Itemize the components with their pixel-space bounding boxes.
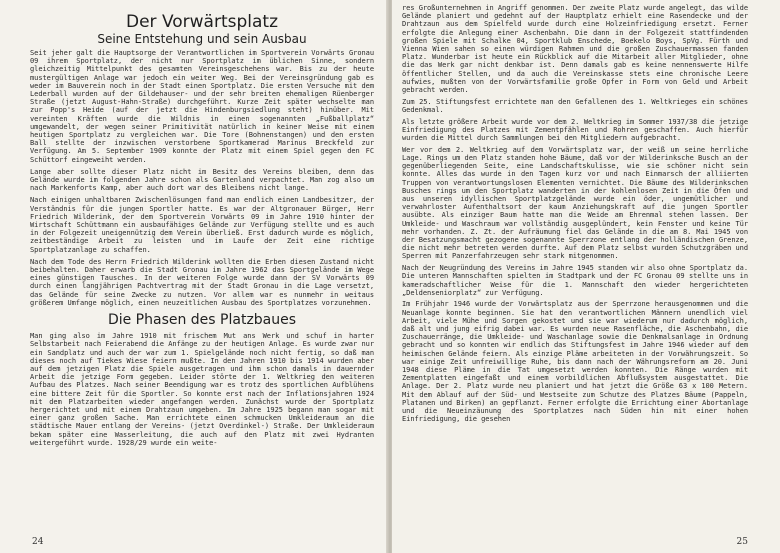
page-number-left: 24 <box>32 537 44 547</box>
paragraph: Als letzte größere Arbeit wurde vor dem 2. Weltkrieg im Sommer 1937/38 die jetzige Einfriedigung des Platzes mit Zementpfählen und Rohren geschaffen. Auch hierfür wurden die Mittel durch Sammlungen bei den Mitgliedern aufgebracht. <box>402 117 748 143</box>
section-heading: Die Phasen des Platzbaues <box>107 312 297 329</box>
paragraph: res Großunternehmen in Angriff genommen. Der zweite Platz wurde angelegt, das wilde Gelände planiert und gedehnt auf der Hauptplatz erhielt eine Rasendecke und der Drahtzaun aus dem Spielfeld wurde durch eine Holzeinfriedigung ersetzt. Ferner erfolgte die Anlegung einer Aschenbahn. Die dann in der Folgezeit stattfindenden großen Spiele mit Schalke 04, Sportklub Enschede, Boekelo Boys, SpVg. Fürth und Vienna Wien sahen so einen würdigen Rahmen und die großen Zuschauermassen fanden Platz. Wunderbar ist heute ein Rückblick auf die Mitarbeit aller Mitglieder, ohne die das Werk gar nicht denkbar ist. Denn damals gab es keine nennenswerte Hilfe öffentlicher Stellen, und da auch die Vereinskasse stets eine chronische Leere aufwies, mußten von der Vorwärtsfamilie große Opfer in Form von Geld und Arbeit gebracht werden. <box>402 4 748 95</box>
left-page <box>0 0 388 553</box>
paragraph: Wer vor dem 2. Weltkrieg auf dem Vorwärtsplatz war, der weiß um seine herrliche Lage. Rings um den Platz standen hohe Bäume, daß vor der Wilderinksche Busch an der gegenüberliegenden Seite, eine Landschaftskulisse, wie sie schöner nicht sein konnte. Alles das wurde in den Tagen kurz vor und nach Einmarsch der alliierten Truppen von verantwortungslosen Elementen vernichtet. Die Bäume des Wilderinkschen Busches rings um den Sportplatz wanderten in der kohlenlosen Zeit in die Öfen und aus unseren idyllischen Sportplatzgelände wurde ein öder, ungemütlicher und verwahrloster Aufenthaltsort der kaum Anziehungskraft auf die jungen Sportler ausübte. Als einziger Baum hatte man die Weide am Ehrenmal stehen lassen. Der Umkleide- und Waschraum war vollständig ausgeplündert, kein Fenster und keine Tür mehr vorhanden. Z. Zt. der Aufräumung fiel das Gelände in die am 8. Mai 1945 von der Besatzungsmacht gezogene sogenannte Sperrzone entlang der holländischen Grenze, die nicht mehr betreten werden durfte. Auf dem Platz selbst wurden Schutzgräben und Sperren mit Panzerfahrzeugen sehr stark mitgenommen. <box>402 145 748 261</box>
paragraph: Man ging also im Jahre 1910 mit frischem Mut ans Werk und schuf in harter Selbstarbeit nach Feierabend die Anfänge zu der heutigen Anlage. Es wurde zwar nur ein Sandplatz und auch der war zum 1. Spielgelände noch nicht fertig, so daß man dieses noch auf Tiekes Wiese feiern mußte. In den Jahren 1910 bis 1914 wurden aber auf dem jetzigen Platz die Spiele ausgetragen und ihm schon damals in dauernder Arbeit die jetzige Form gegeben. Leider störte der 1. Weltkrieg den weiteren Aufbau des Platzes. Nach seiner Beendigung war es trotz des sportlichen Aufblühens eine bittere Zeit für die Sportler. So konnte erst nach der Inflationsjahren 1924 mit dem Platzarbeiten wieder angefangen werden. Zunächst wurde der Sportplatz hergerichtet und mit einem Drahtzaun umgeben. Im Jahre 1925 begann man sogar mit einer ganz großen Sache. Man errichtete einen schmucken Umkleideraum an die städtische Mauer entlang der Vereins- (jetzt Overdinkel-) Straße. Der Umkleideraum bekam später eine Wasserleitung, die auch auf den Platz mit zwei Hydranten weitergeführt wurde. 1928/29 wurde ein weite- <box>30 332 374 447</box>
paragraph: Nach der Neugründung des Vereins im Jahre 1945 standen wir also ohne Sportplatz da. Die unteren Mannschaften spielten im Stadtpark und der FC Gronau 09 stellte uns in kameradschaftlicher Weise für die 1. Mannschaft den wieder hergerichteten „Deldenseniorplatz“ zur Verfügung. <box>402 264 748 297</box>
article-title: Der Vorwärtsplatz <box>126 12 278 32</box>
right-page <box>392 0 780 553</box>
article-subtitle: Seine Entstehung und sein Ausbau <box>97 32 307 46</box>
paragraph: Zum 25. Stiftungsfest errichtete man den Gefallenen des 1. Weltkrieges ein schönes Gedenkmal. <box>402 97 748 114</box>
page-number-right: 25 <box>736 537 748 547</box>
paragraph: Nach dem Tode des Herrn Friedrich Wilderink wollten die Erben diesen Zustand nicht beibehalten. Daher erwarb die Stadt Gronau im Jahre 1962 das Sportgelände im Wege eines günstigen Tausches. In der weiteren Folge wurde dann der SV Vorwärts 09 durch einen langjährigen Pachtvertrag mit der Stadt Gronau in die Lage versetzt, das Gelände für seine Zwecke zu nutzen. Vor allem war es nunmehr in weitaus größerem Umfange möglich, einen neuzeitlichen Ausbau des Sportplatzes vorzunehmen. <box>30 257 374 307</box>
paragraph: Nach einigen unhaltbaren Zwischenlösungen fand man endlich einen Landbesitzer, der Verständnis für die jungen Sportler hatte. Es war der Altgronauer Bürger, Herr Friedrich Wilderink, der dem Sportverein Vorwärts 09 im Jahre 1910 hinter der Wirtschaft Schüttmann ein ausbaufähiges Gelände zur Verfügung stellte und es auch in der Folgezeit uneigennützig dem Verein überließ. Erst dadurch wurde es möglich, zeitbeständige Arbeit zu leisten und im Laufe der Zeit eine richtige Sportplatzanlage zu schaffen. <box>30 196 374 254</box>
paragraph: Lange aber sollte dieser Platz nicht im Besitz des Vereins bleiben, denn das Gelände wurde im folgenden Jahre schon als Gartenland verpachtet. Man zog also um nach Markenforts Kamp, aber auch dort war des Bleibens nicht lange. <box>30 167 374 193</box>
paragraph: Im Frühjahr 1946 wurde der Vorwärtsplatz aus der Sperrzone herausgenommen und die Neuanlage konnte beginnen. Sie hat den verantwortlichen Männern unendlich viel Arbeit, viele Mühe und Sorgen gekostet und sie war wiederum nur dadurch möglich, daß alt und jung eifrig dabei war. Es wurden neue Rasenfläche, die Aschenbahn, die Zuschauerränge, die Umkleide- und Waschanlage sowie die Denkmalsanlage in Ordnung gebracht und so konnten wir endlich das Stiftungsfest im Jahre 1946 wieder auf dem heimischen Gelände feiern. Als einzige Pläme arbeiteten in der Vorwährungszeit. So war einige Zeit unfreiwillige Ruhe, bis dann nach der Währungsreform am 20. Juni 1948 diese Pläme in die Tat umgesetzt werden konnten. Die Ränge wurden mit Zementplatten eingefaßt und einem vorbildlichen Abflußsystem ausgestattet. Die Anlage. Der 2. Platz wurde neu planiert und hat jetzt die Größe 63 x 100 Metern. Mit dem Ablauf auf der Süd- und Westseite zum Schutze des Platzes Bäume (Pappeln, Platanen und Birken) an gepflanzt. Ferner erfolgte die Errichtung einer Abortanlage und die Neueinzäunung des Sportplatzes nach Süden hin mit einer hohen Einfriedigung, die gesehen <box>402 300 748 424</box>
paragraph: Seit jeher galt die Hauptsorge der Verantwortlichen im Sportverein Vorwärts Gronau 09 ihrem Sportplatz, der nicht nur Sportplatz im üblichen Sinne, sondern gleichzeitig Mittelpunkt des gesamten Vereinsgeschehens war. Bis zu der heute mustergültigen Anlage war jedoch ein weiter Weg. Bei der Vereinsgründung gab es weder im Bauverein noch in der Stadt einen Sportplatz. Die ersten Versuche mit dem Lederball wurden auf der Gildehauser- und der sehr breiten ehemaligen Rüenberger Straße (jetzt August-Hahn-Straße) durchgeführt. Kurze Zeit später wechselte man zur Popp's Heide (auf der jetzt die Hindenburgsiedlung steht) hinüber. Mit vereinten Kräften wurde die Wildnis in einen sogenannten „Fußballplatz“ umgewandelt, der wegen seiner Primitivität natürlich in keiner Weise mit einem heutigen Sportplatz zu vergleichen war. Die Tore (Bohnenstangen) und den ersten Ball stellte der inzwischen verstorbene Sportkamerad Marinus Breckfeld zur Verfügung. Am 5. September 1909 konnte der Platz mit einem Spiel gegen den FC Schüttorf eingeweiht werden. <box>30 49 374 164</box>
